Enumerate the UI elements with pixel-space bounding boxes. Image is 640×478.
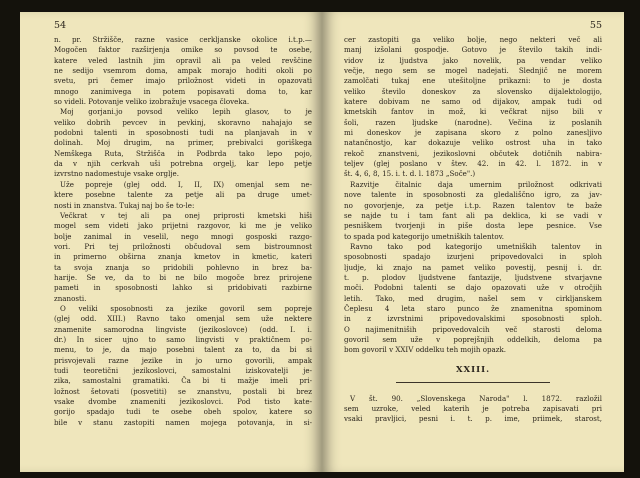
text-line: dr.) In sicer ujno to samo lingvisti v praktičnem po- — [54, 334, 312, 344]
text-line: natančnostjo, kar dokazuje veliko ostrost uha in tako — [344, 138, 602, 148]
text-line: katere dobivam ne samo od dijakov, ampak tudi od — [344, 97, 602, 107]
text-line: moči. Podobni talenti se dajo opazovati uže v otročjih — [344, 283, 602, 293]
text-line: ta svoja znanja so pridobili pohlevno in brez ba- — [54, 262, 312, 272]
text-line: Razvitje čitalnic daja umernim priložnost odkrivati — [350, 179, 602, 189]
text-line: vsake dvombe znameniti jezikoslovci. Pod tisto kate- — [54, 397, 312, 407]
text-line: katere veled lastnih jim opravil ali pa veled revščine — [54, 55, 312, 65]
text-line: bile v stanu zastopiti namen mojega potovanja, in si- — [54, 417, 312, 427]
text-line: in z izvrstnimi pripovedovalskimi sposobnosti sploh. — [344, 314, 602, 324]
text-line: ne sedijo vsemrom doma, ampak morajo hoditi okoli po — [54, 66, 312, 76]
text-line: sem uzroke, veled katerih je potreba zapisavati pri — [344, 404, 602, 413]
text-line: pesniškem tvorjenji in piše dosta lepe pesnice. Vse — [344, 221, 602, 231]
text-line: zamolčati tukaj ene utešitoljne prikazni: to je dosta — [344, 76, 602, 86]
text-line: cer zastopiti ga veliko bolje, nego nekteri več ali — [344, 35, 602, 44]
text-line: no govorjenje, za petje i.t.p. Razen talentov te baže — [344, 200, 602, 210]
text-line: kmetskih fantov in mož, ki večkrat nijso bili v — [344, 107, 602, 117]
text-line: n. pr. Stržišče, razne vasice cerkljanske okolice i.t.p.— — [54, 35, 312, 44]
text-line: O najimenitniših pripovedovalcih več starosti deloma — [344, 324, 602, 334]
text-line: gorijo spadajo tudi te osebe obeh spolov, katere so — [54, 407, 312, 417]
text-line: veliko dobrih pevcev in pevkinj, skoravno nahajajo se — [54, 117, 312, 127]
text-line: ložnost šetovati (posvetiti) se znanstvu, postali bi brez — [54, 386, 312, 396]
text-line: podobni talenti in sposobnosti tudi na planjavah in v — [54, 128, 312, 138]
text-line: zika, samostalni gramatiki. Ča bi ti mažje imeli pri- — [54, 376, 312, 386]
right-page-number: 55 — [589, 20, 602, 31]
book-spread — [20, 12, 624, 472]
text-line: bolje zanimal in veselil, nego mnogi gosposki razgo- — [54, 231, 312, 241]
text-line: ktere posebne talente za petje ali pa druge umet- — [54, 190, 312, 200]
text-line: Nemškega Ruta, Stržišča in Podbrda tako lepo pojo, — [54, 148, 312, 158]
text-line: vori. Pri tej priložnosti občudoval sem bistroumnost — [54, 241, 312, 251]
text-line: harije. Se ve, da to bi ne bilo mogoče brez prirojene — [54, 272, 312, 282]
text-line: vsaki pravljici, pesni i. t. p. ime, priimek, starost, — [344, 414, 602, 424]
text-line: se najde tu i tam fant ali pa deklica, ki se vadi v — [344, 210, 602, 220]
text-line: O veliki sposobnosti za jezike govoril sem popreje — [60, 303, 312, 313]
text-line: tudi teoretični jezikoslovci, samostalni iziskovatelji je- — [54, 366, 312, 375]
text-line: govoril sem uže v poprejšnjih oddelkih, deloma pa — [344, 334, 602, 344]
text-line: V št. 90. „Slovenskega Naroda" l. 1872. razložil — [350, 393, 602, 403]
text-line: rekoč znanstveni, jezikoslovni občutek dotičnih nabira- — [344, 148, 602, 158]
text-line: t. p. plodov ljudstvene fantazije, ljudstvene stvarjavne — [344, 272, 602, 282]
text-line: vidov iz ljudstva jako novelik, pa vendar veliko — [344, 55, 602, 65]
text-line: to spada pod kategorijo umetniških talentov. — [344, 231, 505, 241]
text-line: znanosti. — [54, 293, 87, 303]
text-line: mi doneskov je zapisana skoro z polno zanesljivo — [344, 128, 602, 138]
text-line: Moj gorjani.jo povsod veliko lepih glasov, to je — [60, 107, 312, 117]
text-line: bom govoril v XXIV oddelku teh mojih opazk. — [344, 345, 507, 355]
text-line: izvrstno nadomestuje vsake orglje. — [54, 169, 179, 179]
text-line: menu, to je, da majo posebni talent za to, da bi si — [54, 345, 312, 355]
text-line: Večkrat v tej ali pa onej priprosti kmetski hiši — [60, 210, 312, 220]
text-line: Uže popreje (glej odd. I, II, IX) omenjal sem ne- — [60, 179, 312, 189]
text-line: nosti in znanstva. Tukaj naj bo še to-le: — [54, 200, 195, 210]
text-line: veliko število doneskov za slovensko dijalektologijo, — [344, 86, 602, 96]
text-line: mogel sem videti jako prijetni razgovor, ki me je veliko — [54, 221, 312, 231]
right-page-text-section — [344, 394, 602, 425]
text-line: so videli. Potovanje veliko izobražuje vsacega človeka. — [54, 97, 250, 107]
text-line: št. 4, 6, 8, 15. i. t. d. l. 1873 „Soče".) — [344, 169, 476, 179]
left-page-text — [54, 35, 312, 428]
text-line: manj izšolani gospodje. Gotovo je število takih indi- — [344, 45, 602, 55]
text-line: nove talente in sposobnosti za gledališčno igro, za jav- — [344, 190, 602, 200]
text-line: teljev (glej poslano v štev. 42. in 42. l. 1872. in v — [344, 159, 602, 169]
text-line: svetu, pri čemer imajo priložnost videti in opazovati — [54, 76, 312, 86]
text-line: letih. Tako, med drugim, našel sem v cirkljanskem — [344, 293, 602, 303]
section-heading: XXIII. — [455, 364, 491, 375]
text-line: Ravno tako pod kategorijo umetniških talentov in — [350, 241, 602, 251]
text-line: šoli, razen ljudske (narodne). Večina iz poslanih — [344, 117, 602, 127]
text-line: (glej odd. XIII.) Ravno tako omenjal sem uže nektere — [54, 314, 312, 324]
text-line: in primerno obširna znanja kmetov in kmetic, kateri — [54, 252, 312, 262]
text-line: pameti in sposobnosti lahko si pridobivati razbirne — [54, 283, 312, 293]
text-line: dolinah. Moj drugim, na primer, prebivalci goriškega — [54, 138, 312, 148]
right-page — [322, 12, 624, 472]
text-line: da v njih cerkvah uši potrebna orgelj, kar lepo petje — [54, 159, 312, 169]
text-line: večje, nego sem se mogel nadejati. Slednjič ne morem — [344, 66, 602, 76]
text-line: Čeplesu 4 leta staro punco že znamenitna spominom — [344, 303, 602, 313]
text-line: Mogočen faktor razširjenja omike so povsod te osebe, — [54, 45, 312, 55]
text-line: znamenite samorodna lingviste (jezikoslovce) (odd. I. i. — [54, 324, 312, 334]
text-line: mnogo zanimivega in potem popisavati doma to, kar — [54, 86, 312, 96]
text-line: ljudje, ki znajo na pamet veliko povestij, pesnij i. dr. — [344, 262, 602, 272]
left-page-number: 54 — [54, 20, 67, 31]
right-page-text — [344, 35, 602, 356]
text-line: sposobnosti spadajo izurjeni pripovedovalci in sploh — [344, 252, 602, 262]
text-line: prisvojevali razne jezike in jo urno govorili, ampak — [54, 355, 312, 365]
left-page — [20, 12, 322, 472]
